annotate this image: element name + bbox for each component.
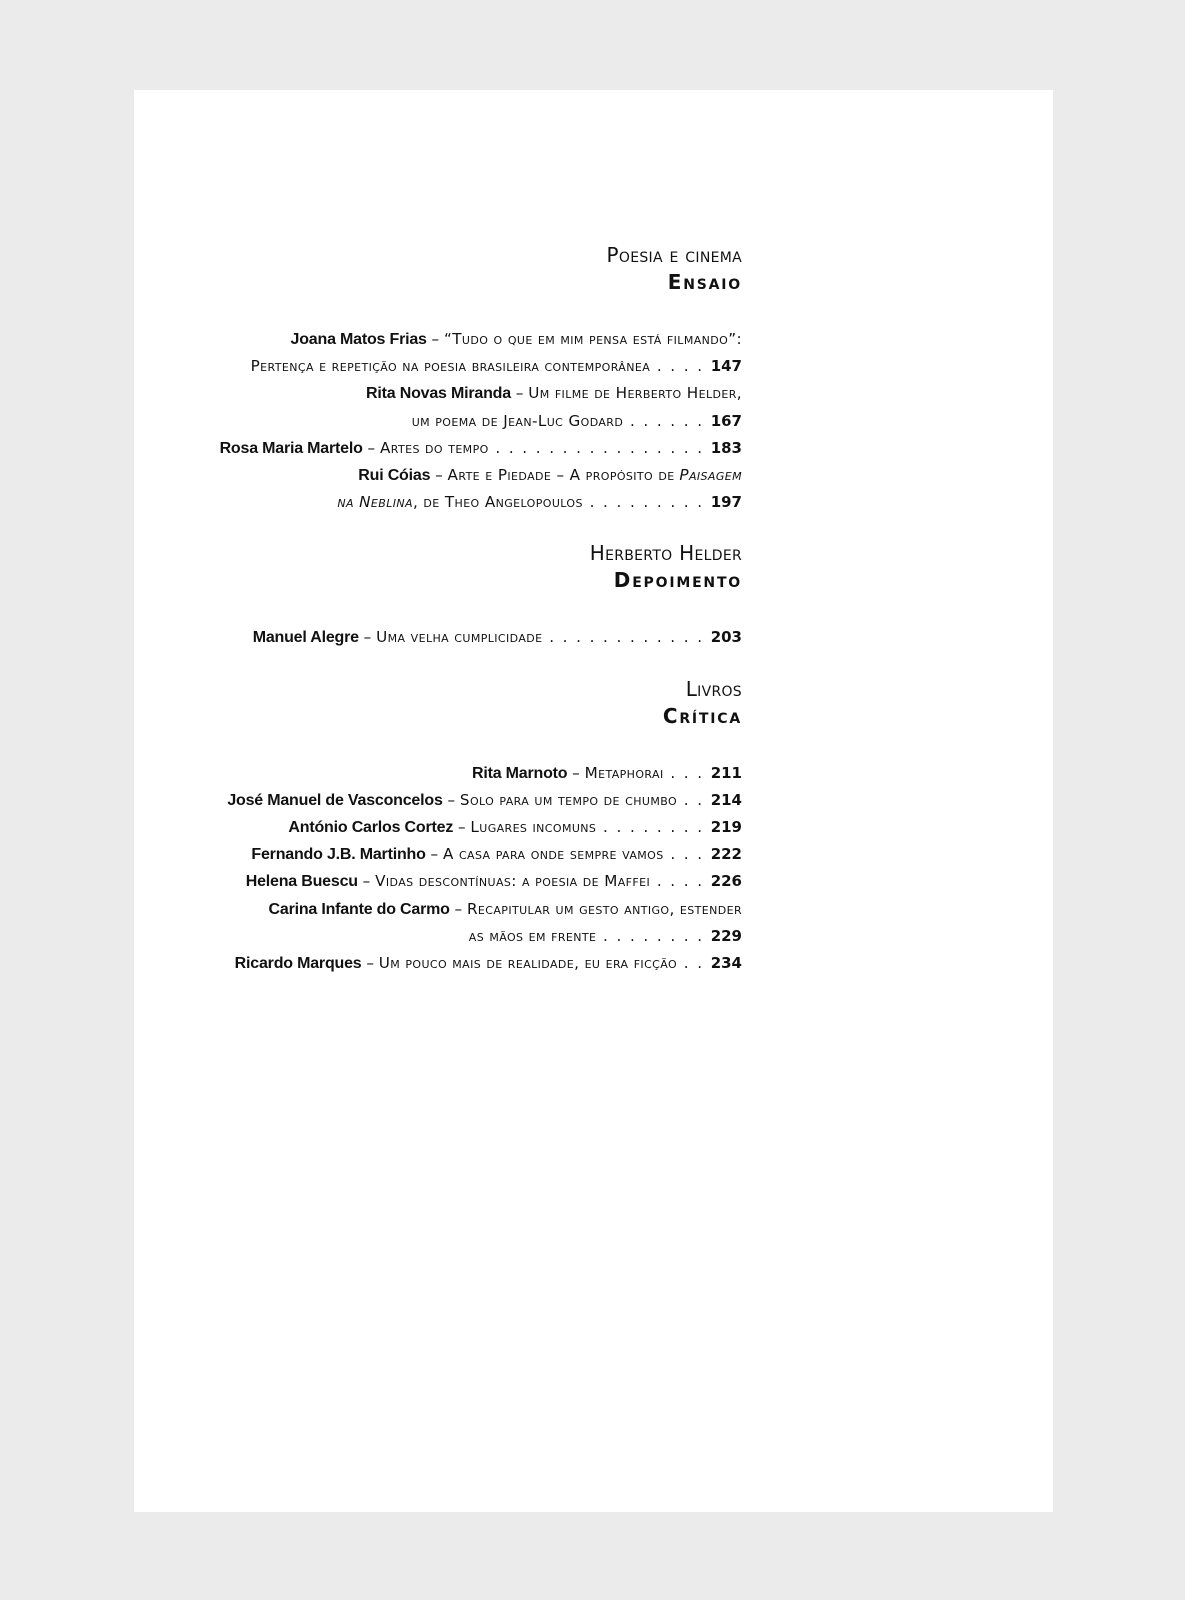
toc-entry-line (182, 624, 742, 651)
leader-dots: . . . (663, 763, 711, 782)
section-header-herberto-helder (182, 540, 742, 594)
separator: – (567, 763, 585, 782)
entry-page-number: 214 (710, 790, 742, 809)
toc-entry-line (182, 923, 742, 950)
leader-dots: . . (677, 790, 711, 809)
entry-author: Helena Buescu (245, 873, 358, 891)
leader-dots: . . . . . . . . (596, 926, 711, 945)
toc-entry-line (182, 380, 742, 407)
leader-dots: . . . . . . . . . . . . . . . . (488, 438, 711, 457)
leader-dots: . . . . (650, 872, 711, 891)
entry-page-number: 219 (710, 818, 742, 837)
separator: – (426, 330, 444, 348)
entry-author: Rita Novas Miranda (366, 385, 511, 403)
separator: – (430, 466, 448, 485)
toc-entry-line (182, 841, 742, 868)
entry-page-number: 203 (710, 628, 742, 647)
table-of-contents (182, 242, 742, 977)
toc-entry-line (182, 868, 742, 895)
section-entries (182, 624, 742, 651)
entry-title: Solo para um tempo de chumbo (459, 790, 678, 809)
section-entries (182, 326, 742, 516)
entry-page-number: 183 (710, 438, 742, 457)
entry-author: Rui Cóias (358, 467, 431, 485)
entry-title: Arte e Piedade – A propósito de (447, 466, 675, 485)
leader-dots: . . . . . . . . . . . . (542, 628, 711, 647)
section-header-livros (182, 676, 742, 730)
entry-page-number: 147 (710, 357, 742, 376)
entry-author: António Carlos Cortez (288, 819, 454, 837)
entry-title-italic: Paisagem (679, 466, 742, 485)
section-title: Poesia e cinema (606, 243, 742, 267)
entry-page-number: 229 (710, 926, 742, 945)
toc-entry-line (182, 814, 742, 841)
toc-entry-line (182, 950, 742, 977)
entry-title: Vidas descontínuas: a poesia de Maffei (375, 872, 651, 891)
leader-dots: . . . . . . . . . (582, 493, 711, 512)
toc-entry-line (182, 326, 742, 353)
entry-title: as mãos em frente (468, 926, 597, 945)
separator: – (510, 384, 529, 403)
entry-page-number: 226 (710, 872, 742, 891)
separator: – (362, 438, 380, 457)
toc-entry-line (182, 489, 742, 516)
entry-page-number: 234 (710, 954, 742, 973)
toc-entry-line (182, 408, 742, 435)
entry-title: Lugares incomuns (470, 818, 597, 837)
separator: – (358, 628, 377, 647)
entry-page-number: 167 (710, 411, 742, 430)
entry-title: Um filme de Herberto Helder, (528, 384, 742, 403)
entry-title: Metaphorai (584, 763, 664, 782)
entry-author: José Manuel de Vasconcelos (227, 791, 443, 809)
leader-dots: . . . . . . (623, 411, 711, 430)
separator: – (442, 790, 460, 809)
entry-title: Artes do tempo (379, 438, 489, 457)
entry-title: Pertença e repetição na poesia brasileira contemporânea (250, 357, 651, 376)
entry-title: , de Theo Angelopoulos (412, 493, 583, 512)
separator: – (361, 954, 379, 973)
separator: – (425, 845, 443, 864)
section-subtitle: Depoimento (613, 568, 742, 593)
entry-title: Recapitular um gesto antigo, estender (466, 899, 742, 918)
entry-author: Rosa Maria Martelo (219, 439, 363, 457)
separator: – (357, 872, 376, 891)
toc-entry-line (182, 462, 742, 489)
section-header-poesia-e-cinema (182, 242, 742, 296)
entry-title-italic: na Neblina (337, 493, 413, 512)
toc-entry-line (182, 896, 742, 923)
leader-dots: . . . . (650, 357, 711, 376)
leader-dots: . . (677, 954, 711, 973)
entry-author: Joana Matos Frias (290, 331, 427, 348)
entry-page-number: 211 (710, 763, 742, 782)
entry-title: Um pouco mais de realidade, eu era ficção (378, 954, 678, 973)
entry-author: Rita Marnoto (471, 764, 568, 782)
entry-title: um poema de Jean-Luc Godard (411, 411, 624, 430)
entry-page-number: 222 (710, 845, 742, 864)
entry-author: Fernando J.B. Martinho (251, 846, 426, 864)
section-entries (182, 760, 742, 978)
entry-author: Manuel Alegre (252, 629, 359, 647)
toc-entry-line (182, 787, 742, 814)
section-title: Livros (685, 676, 742, 701)
toc-entry-line (182, 353, 742, 380)
entry-author: Ricardo Marques (234, 955, 362, 973)
separator: – (449, 899, 467, 918)
toc-entry-line (182, 760, 742, 787)
entry-title: “Tudo o que em mim pensa está filmando”: (443, 330, 742, 348)
entry-author: Carina Infante do Carmo (268, 900, 450, 918)
section-subtitle: Ensaio (667, 270, 742, 294)
entry-title: A casa para onde sempre vamos (442, 845, 664, 864)
leader-dots: . . . (663, 845, 711, 864)
entry-title: Uma velha cumplicidade (376, 628, 543, 647)
toc-entry-line (182, 435, 742, 462)
leader-dots: . . . . . . . . (596, 818, 711, 837)
section-title: Herberto Helder (589, 541, 742, 566)
document-page (134, 90, 1053, 1512)
section-subtitle: Crítica (662, 703, 742, 728)
entry-page-number: 197 (710, 493, 742, 512)
separator: – (453, 818, 471, 837)
